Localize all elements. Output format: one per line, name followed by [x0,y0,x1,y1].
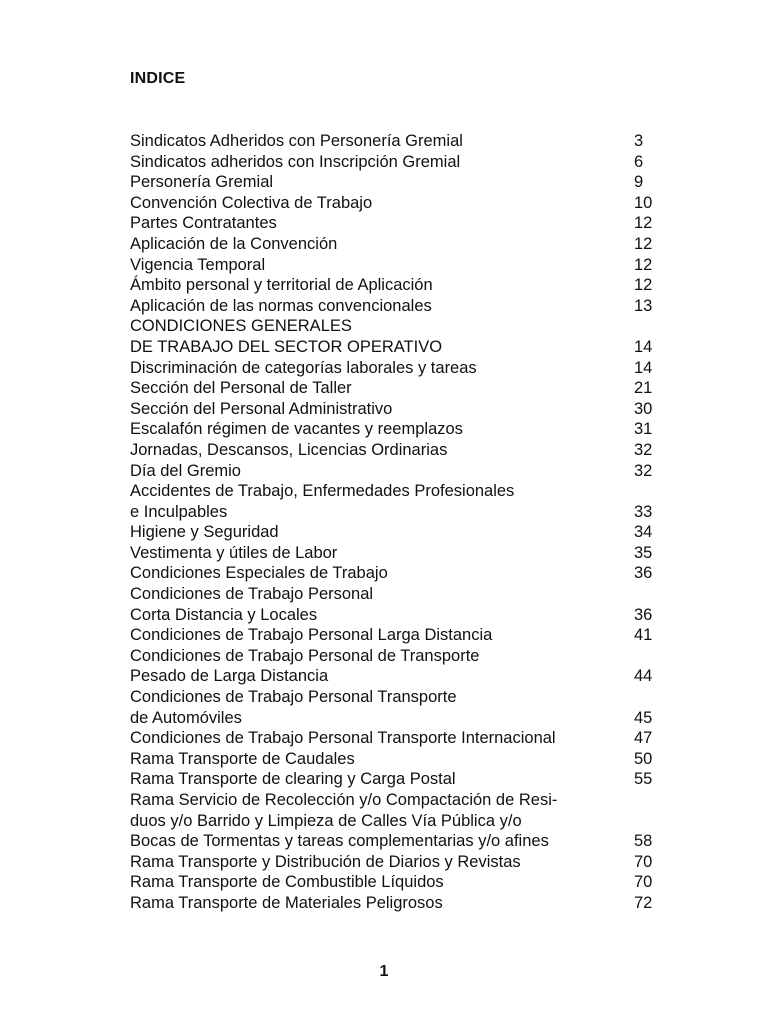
toc-entry [130,131,660,152]
toc-entry-title: Rama Transporte de Materiales Peligrosos [130,893,443,912]
toc-entry-title: Aplicación de las normas convencionales [130,296,432,315]
toc-entry [130,275,660,296]
toc-entry-page: 33 [634,502,653,521]
toc-entry-title: Rama Transporte de Combustible Líquidos [130,873,444,892]
toc-entry [130,872,660,893]
toc-entry [130,708,660,729]
toc-entry [130,296,660,317]
toc-entry-page: 9 [634,173,644,192]
toc-entry-title: Sección del Personal de Taller [130,379,352,398]
toc-entry-page: 44 [634,667,653,686]
toc-entry-page: 12 [634,255,653,274]
toc-entry-title: Vigencia Temporal [130,255,266,274]
toc-entry-title: Rama Transporte de Caudales [130,749,355,768]
toc-entry-page: 70 [634,873,653,892]
toc-entry-title: Partes Contratantes [130,214,277,233]
toc-entry-title: Vestimenta y útiles de Labor [130,543,338,562]
index-heading: INDICE [130,70,186,87]
toc-entry [130,728,660,749]
toc-entry-page: 21 [634,379,653,398]
toc-entry [130,749,660,770]
toc-entry-title: Condiciones de Trabajo Personal Larga Distancia [130,626,493,645]
toc-entry [130,605,660,626]
toc-entry [130,646,660,667]
toc-entry [130,584,660,605]
toc-entry [130,193,660,214]
toc-entry [130,337,660,358]
toc-entry-page: 47 [634,729,653,748]
toc-entry [130,378,660,399]
toc-entry [130,502,660,523]
toc-entry-title: Bocas de Tormentas y tareas complementarias y/o afines [130,832,549,851]
toc-entry-title: Día del Gremio [130,461,241,480]
toc-entry [130,666,660,687]
toc-entry-title: Rama Servicio de Recolección y/o Compactación de Resi- [130,791,558,809]
toc-entry-page: 14 [634,337,653,356]
toc-entry [130,831,660,852]
toc-entry-title: DE TRABAJO DEL SECTOR OPERATIVO [130,337,443,356]
toc-entry-title: Condiciones de Trabajo Personal Transporte Internacional [130,729,556,748]
toc-entry [130,255,660,276]
toc-entry-page: 41 [634,626,653,645]
toc-entry [130,316,660,337]
toc-entry-title: Aplicación de la Convención [130,234,338,253]
toc-entry-page: 55 [634,770,653,789]
toc-entry [130,358,660,379]
toc-entry-title: Convención Colectiva de Trabajo [130,193,373,212]
toc-entry-page: 10 [634,193,653,212]
toc-entry-title: Condiciones de Trabajo Personal de Transporte [130,646,480,665]
toc-entry [130,234,660,255]
toc-entry [130,769,660,790]
toc-entry-title: Jornadas, Descansos, Licencias Ordinarias [130,440,448,459]
toc-entry-title: Rama Transporte de clearing y Carga Postal [130,770,456,789]
toc-entry-page: 30 [634,399,653,418]
toc-entry-title: Sindicatos Adheridos con Personería Gremial [130,132,463,150]
toc-entry-page: 45 [634,708,653,727]
toc-entry-page: 13 [634,296,653,315]
toc-entry-title: Discriminación de categorías laborales y tareas [130,358,477,377]
toc-entry-title: Condiciones de Trabajo Personal [130,585,374,604]
toc-entry-page: 58 [634,832,653,851]
toc-entry [130,172,660,193]
page-number: 1 [379,963,389,980]
toc-entry-title: Rama Transporte y Distribución de Diarios y Revistas [130,852,521,871]
toc-entry [130,481,660,502]
toc-entry-page: 6 [634,152,644,171]
toc-entry [130,852,660,873]
toc-entry-page: 35 [634,543,653,562]
table-of-contents [130,131,660,914]
toc-entry-page: 50 [634,749,653,768]
toc-entry-page: 32 [634,440,653,459]
toc-entry-title: Escalafón régimen de vacantes y reemplazos [130,420,463,439]
toc-entry-page: 12 [634,276,653,295]
toc-entry [130,461,660,482]
toc-entry [130,213,660,234]
toc-entry-page: 32 [634,461,653,480]
toc-entry [130,893,660,914]
toc-entry-page: 12 [634,234,653,253]
toc-entry-page: 3 [634,132,644,150]
toc-entry [130,399,660,420]
toc-entry-title: Condiciones Especiales de Trabajo [130,564,388,583]
toc-entry-page: 36 [634,564,653,583]
toc-entry [130,790,660,811]
toc-entry [130,419,660,440]
toc-entry-page: 14 [634,358,653,377]
toc-entry-title: CONDICIONES GENERALES [130,317,352,336]
toc-entry [130,563,660,584]
toc-entry [130,687,660,708]
toc-entry-title: Sección del Personal Administrativo [130,399,393,418]
toc-entry [130,543,660,564]
toc-entry-page: 12 [634,214,653,233]
toc-entry [130,152,660,173]
toc-entry-title: de Automóviles [130,708,242,727]
toc-entry-title: Pesado de Larga Distancia [130,667,329,686]
toc-entry [130,440,660,461]
toc-entry-page: 31 [634,420,653,439]
toc-entry-page: 70 [634,852,653,871]
toc-entry [130,811,660,832]
toc-entry-title: Condiciones de Trabajo Personal Transporte [130,688,457,707]
toc-entry-title: Corta Distancia y Locales [130,605,318,624]
toc-entry-title: e Inculpables [130,502,228,521]
toc-entry [130,522,660,543]
toc-entry-title: Higiene y Seguridad [130,523,279,542]
toc-entry-page: 36 [634,605,653,624]
toc-entry-page: 34 [634,523,653,542]
toc-entry-title: duos y/o Barrido y Limpieza de Calles Vía Pública y/o [130,811,522,830]
toc-entry-title: Personería Gremial [130,173,274,192]
toc-entry-title: Accidentes de Trabajo, Enfermedades Profesionales [130,482,515,501]
toc-entry-title: Sindicatos adheridos con Inscripción Gremial [130,152,461,171]
toc-entry-page: 72 [634,893,653,912]
toc-entry-title: Ámbito personal y territorial de Aplicación [130,276,433,295]
toc-entry [130,625,660,646]
